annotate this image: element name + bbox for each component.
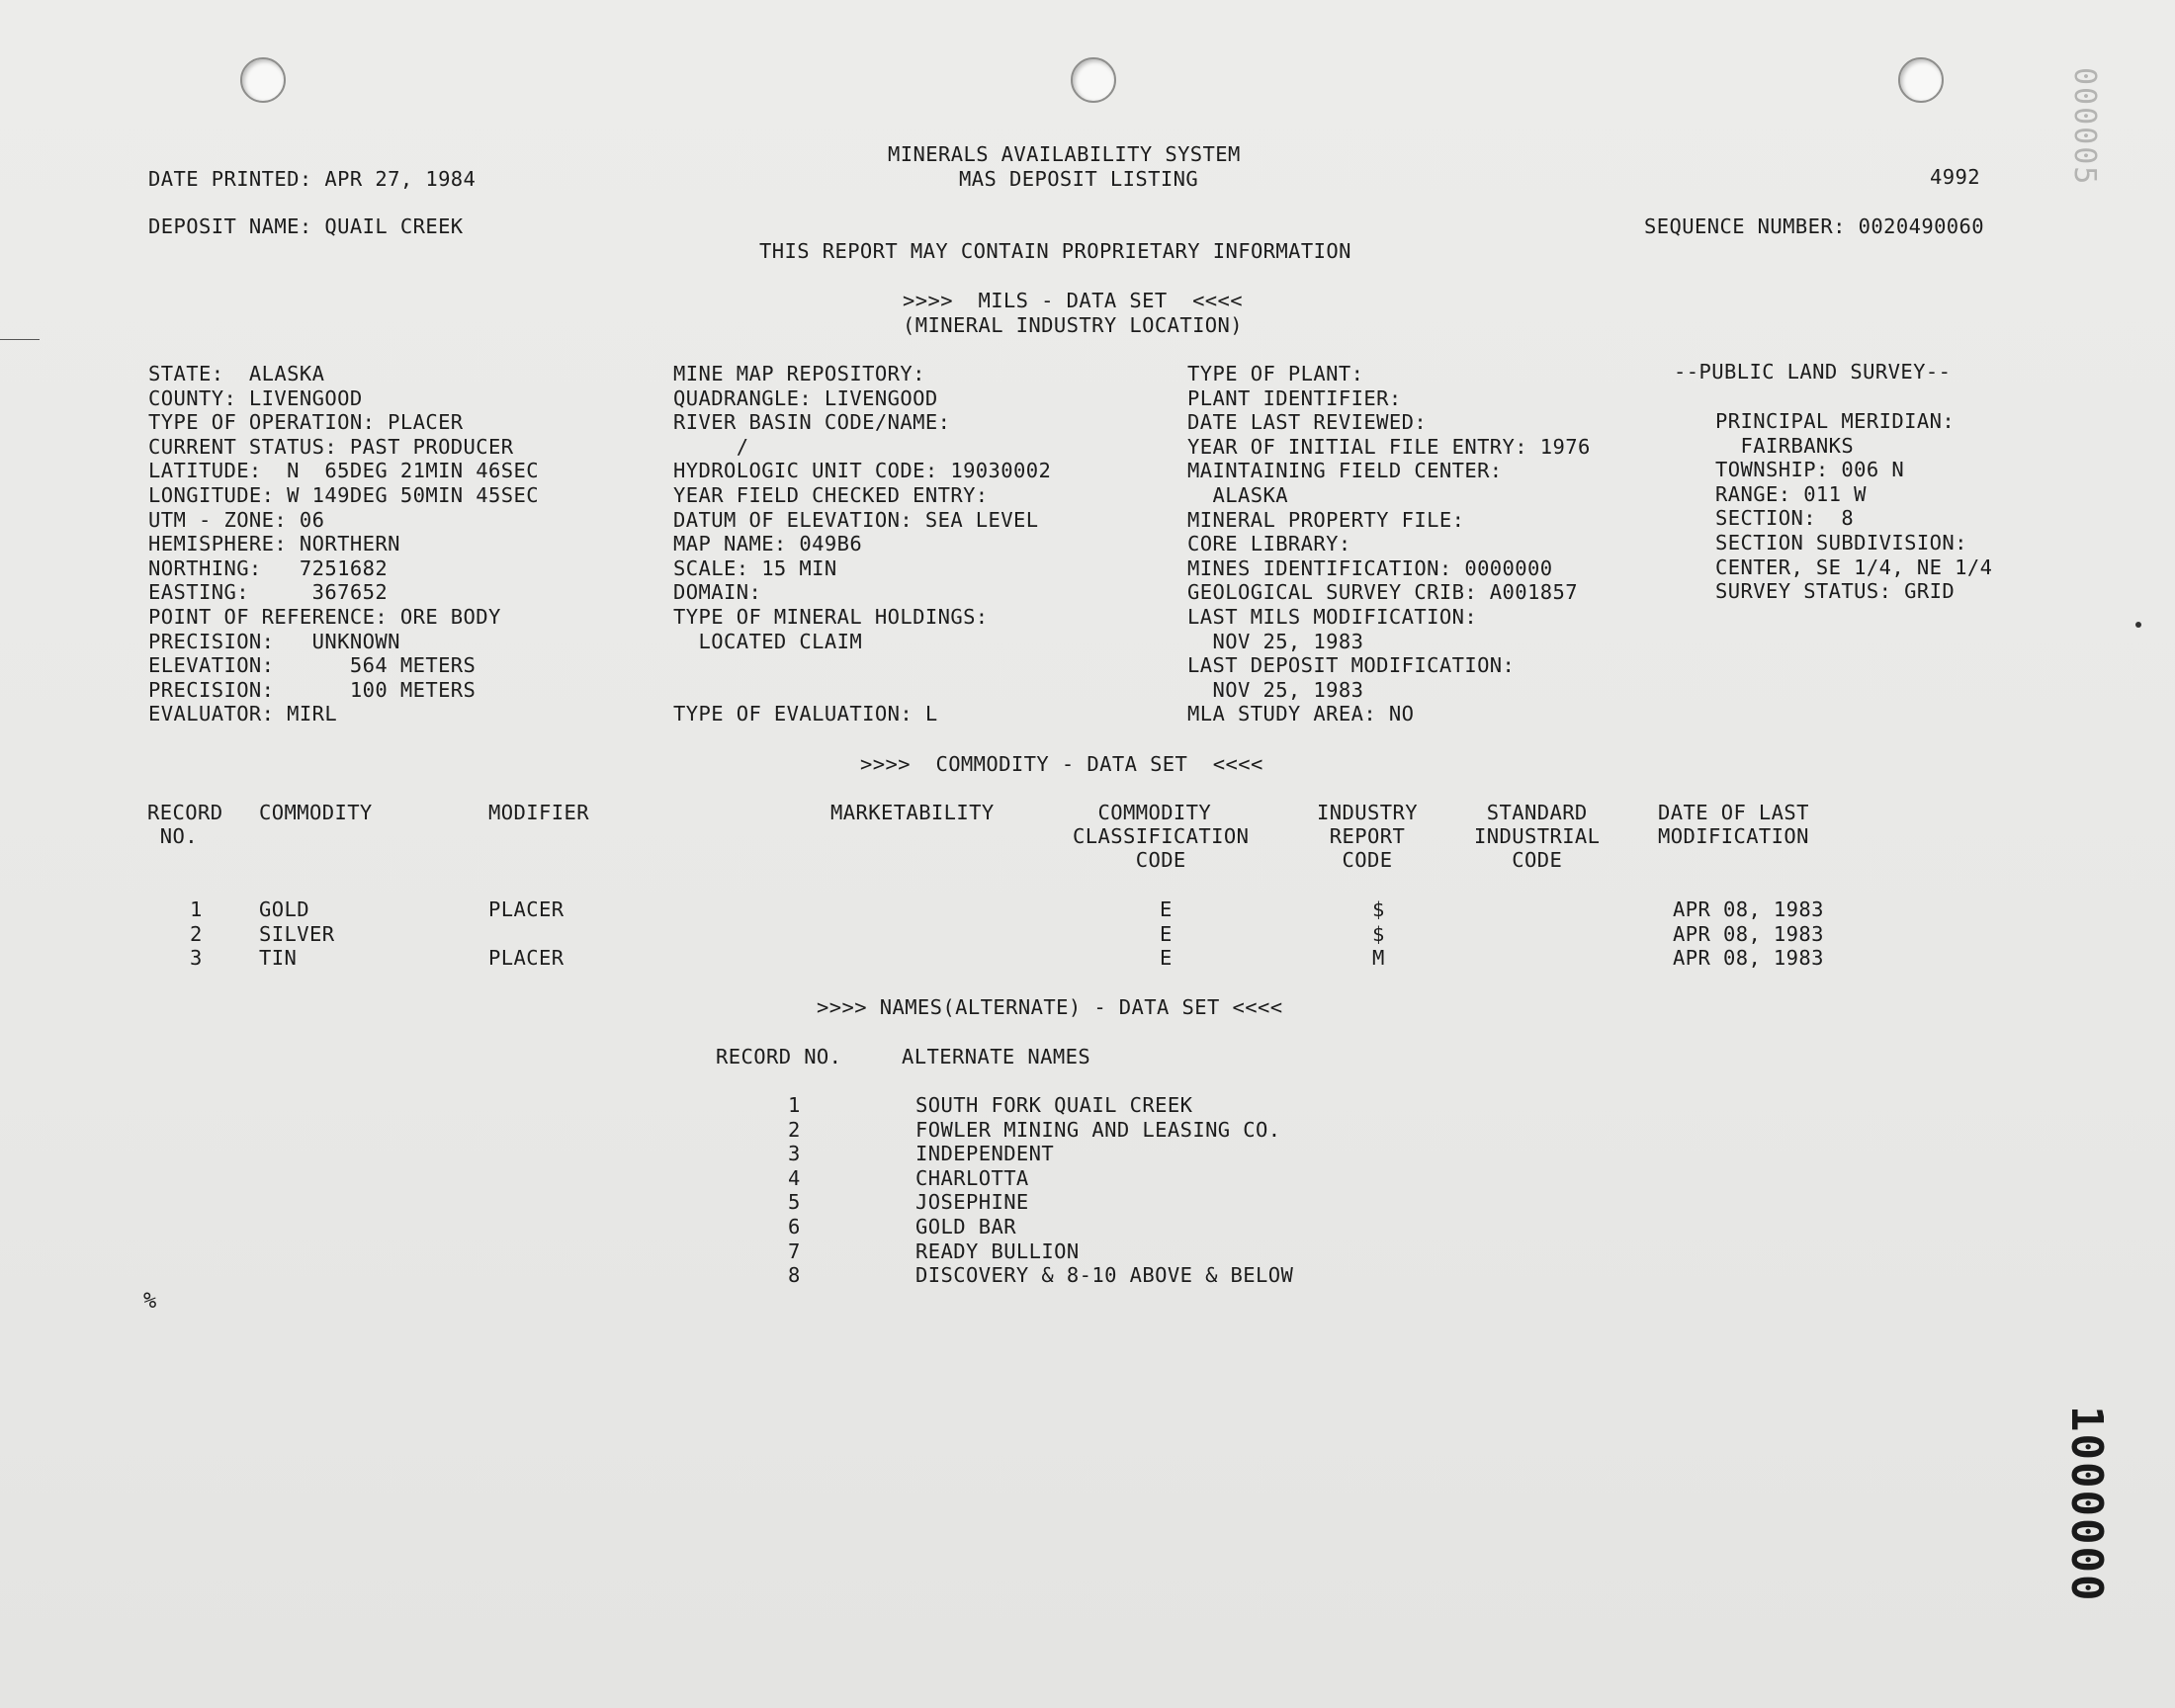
cell-commodity: GOLD bbox=[259, 897, 309, 921]
mils-field: / bbox=[673, 434, 749, 459]
mils-field: ELEVATION: 564 METERS bbox=[148, 653, 477, 678]
cell-industry-code: $ bbox=[1372, 897, 1385, 921]
mils-field: PLANT IDENTIFIER: bbox=[1187, 385, 1402, 410]
col-header-sic: STANDARD INDUSTRIAL CODE bbox=[1474, 801, 1601, 872]
mils-field: PRECISION: UNKNOWN bbox=[148, 629, 400, 653]
mils-field: CENTER, SE 1/4, NE 1/4 bbox=[1715, 555, 1993, 579]
cell-class-code: E bbox=[1160, 921, 1173, 946]
mils-field: MINE MAP REPOSITORY: bbox=[673, 362, 925, 385]
punch-hole-right bbox=[1898, 57, 1944, 103]
mils-field: LAST MILS MODIFICATION: bbox=[1187, 605, 1478, 629]
mils-field: MINERAL PROPERTY FILE: bbox=[1187, 507, 1465, 532]
system-title: MINERALS AVAILABILITY SYSTEM bbox=[888, 142, 1241, 166]
mils-field: RIVER BASIN CODE/NAME: bbox=[673, 410, 951, 435]
col-header-marketability: MARKETABILITY bbox=[830, 801, 995, 824]
alternate-name: DISCOVERY & 8-10 ABOVE & BELOW bbox=[915, 1263, 1294, 1288]
cell-modifier: PLACER bbox=[488, 946, 565, 971]
date-printed: DATE PRINTED: APR 27, 1984 bbox=[148, 167, 477, 191]
alternate-name: GOLD BAR bbox=[915, 1215, 1016, 1238]
mils-field: YEAR OF INITIAL FILE ENTRY: 1976 bbox=[1187, 434, 1591, 459]
mils-field: SECTION SUBDIVISION: bbox=[1715, 531, 1967, 555]
mils-field: LOCATED CLAIM bbox=[673, 629, 863, 653]
edge-mark bbox=[0, 339, 40, 340]
alternate-name: INDEPENDENT bbox=[915, 1142, 1055, 1166]
cell-date: APR 08, 1983 bbox=[1673, 921, 1824, 946]
name-record-no: 6 bbox=[788, 1215, 801, 1238]
cell-date: APR 08, 1983 bbox=[1673, 946, 1824, 971]
alternate-name: FOWLER MINING AND LEASING CO. bbox=[915, 1117, 1281, 1142]
punch-hole-center bbox=[1071, 57, 1116, 103]
alternate-name: JOSEPHINE bbox=[915, 1190, 1029, 1215]
mils-field: UTM - ZONE: 06 bbox=[148, 507, 325, 532]
mils-field: GEOLOGICAL SURVEY CRIB: A001857 bbox=[1187, 580, 1579, 605]
mils-field: HYDROLOGIC UNIT CODE: 19030002 bbox=[673, 459, 1052, 483]
stamp-top-right: 000005 bbox=[2067, 67, 2102, 187]
col-header-last-mod: DATE OF LAST MODIFICATION bbox=[1658, 801, 1809, 848]
mils-field: MAINTAINING FIELD CENTER: bbox=[1187, 459, 1503, 483]
commodity-title: >>>> COMMODITY - DATA SET <<<< bbox=[860, 752, 1263, 776]
col-header-classification: COMMODITY CLASSIFICATION CODE bbox=[1073, 801, 1250, 872]
name-record-no: 4 bbox=[788, 1165, 801, 1190]
cell-industry-code: $ bbox=[1372, 921, 1385, 946]
mils-field: SECTION: 8 bbox=[1715, 506, 1855, 531]
mils-field: TYPE OF PLANT: bbox=[1187, 362, 1364, 385]
name-record-no: 7 bbox=[788, 1238, 801, 1263]
mils-field: CORE LIBRARY: bbox=[1187, 532, 1351, 556]
alternate-name: READY BULLION bbox=[915, 1238, 1080, 1263]
mils-field: CURRENT STATUS: PAST PRODUCER bbox=[148, 434, 514, 459]
mils-field: STATE: ALASKA bbox=[148, 362, 325, 385]
cell-industry-code: M bbox=[1372, 946, 1385, 971]
col-header-industry-report: INDUSTRY REPORT CODE bbox=[1317, 801, 1418, 872]
mils-field: DATUM OF ELEVATION: SEA LEVEL bbox=[673, 507, 1039, 532]
mils-title: >>>> MILS - DATA SET <<<< bbox=[903, 289, 1244, 312]
mils-field: PRECISION: 100 METERS bbox=[148, 677, 477, 702]
col-header-record-no: RECORD NO. bbox=[147, 801, 223, 848]
mils-field: MINES IDENTIFICATION: 0000000 bbox=[1187, 555, 1553, 580]
mils-field: PRINCIPAL MERIDIAN: bbox=[1715, 409, 1956, 433]
mils-field: DATE LAST REVIEWED: bbox=[1187, 410, 1428, 435]
mils-field: QUADRANGLE: LIVENGOOD bbox=[673, 385, 938, 410]
name-record-no: 5 bbox=[788, 1190, 801, 1215]
name-record-no: 8 bbox=[788, 1263, 801, 1288]
cell-commodity: SILVER bbox=[259, 921, 335, 946]
mils-field: TYPE OF MINERAL HOLDINGS: bbox=[673, 605, 989, 629]
proprietary-notice: THIS REPORT MAY CONTAIN PROPRIETARY INFORMATION bbox=[759, 239, 1351, 263]
stamp-bottom-right: 1000000 bbox=[2061, 1406, 2112, 1603]
mils-field: TYPE OF EVALUATION: L bbox=[673, 702, 938, 726]
alternate-name: CHARLOTTA bbox=[915, 1165, 1029, 1190]
mils-field: LONGITUDE: W 149DEG 50MIN 45SEC bbox=[148, 483, 540, 507]
mils-field: LAST DEPOSIT MODIFICATION: bbox=[1187, 653, 1516, 678]
cell-commodity: TIN bbox=[259, 946, 298, 971]
alternate-name: SOUTH FORK QUAIL CREEK bbox=[915, 1093, 1193, 1117]
mils-field: HEMISPHERE: NORTHERN bbox=[148, 532, 400, 556]
mils-field: TOWNSHIP: 006 N bbox=[1715, 458, 1905, 482]
page-number: 4992 bbox=[1930, 165, 1980, 189]
mils-field: RANGE: 011 W bbox=[1715, 481, 1867, 506]
mils-field: MAP NAME: 049B6 bbox=[673, 532, 863, 556]
name-record-no: 2 bbox=[788, 1117, 801, 1142]
footer-mark: % bbox=[143, 1289, 157, 1314]
cell-class-code: E bbox=[1160, 946, 1173, 971]
mils-field: COUNTY: LIVENGOOD bbox=[148, 385, 363, 410]
mils-field: SCALE: 15 MIN bbox=[673, 555, 837, 580]
mils-field: TYPE OF OPERATION: PLACER bbox=[148, 410, 464, 435]
plss-title: --PUBLIC LAND SURVEY-- bbox=[1674, 360, 1952, 384]
mils-field: MLA STUDY AREA: NO bbox=[1187, 702, 1415, 726]
mils-field: EVALUATOR: MIRL bbox=[148, 702, 338, 726]
punch-hole-left bbox=[240, 57, 286, 103]
names-title: >>>> NAMES(ALTERNATE) - DATA SET <<<< bbox=[817, 995, 1283, 1019]
mils-field: YEAR FIELD CHECKED ENTRY: bbox=[673, 483, 989, 507]
deposit-name: DEPOSIT NAME: QUAIL CREEK bbox=[148, 214, 464, 238]
names-header-names: ALTERNATE NAMES bbox=[902, 1045, 1091, 1068]
mils-field: SURVEY STATUS: GRID bbox=[1715, 579, 1956, 604]
cell-date: APR 08, 1983 bbox=[1673, 897, 1824, 921]
mils-field: EASTING: 367652 bbox=[148, 580, 389, 605]
mils-field: NOV 25, 1983 bbox=[1187, 677, 1364, 702]
col-header-modifier: MODIFIER bbox=[488, 801, 589, 824]
cell-record-no: 3 bbox=[190, 946, 203, 971]
mils-field: ALASKA bbox=[1187, 483, 1288, 507]
listing-title: MAS DEPOSIT LISTING bbox=[959, 167, 1199, 191]
cell-record-no: 2 bbox=[190, 921, 203, 946]
mils-field: POINT OF REFERENCE: ORE BODY bbox=[148, 605, 501, 629]
names-header-record: RECORD NO. bbox=[716, 1045, 842, 1068]
cell-class-code: E bbox=[1160, 897, 1173, 921]
mils-subtitle: (MINERAL INDUSTRY LOCATION) bbox=[903, 313, 1244, 337]
name-record-no: 3 bbox=[788, 1142, 801, 1166]
mils-field: FAIRBANKS bbox=[1715, 433, 1855, 458]
cell-modifier: PLACER bbox=[488, 897, 565, 921]
sequence-number: SEQUENCE NUMBER: 0020490060 bbox=[1644, 214, 1985, 238]
cell-record-no: 1 bbox=[190, 897, 203, 921]
mils-field: DOMAIN: bbox=[673, 580, 762, 605]
name-record-no: 1 bbox=[788, 1093, 801, 1117]
mils-field: NOV 25, 1983 bbox=[1187, 629, 1364, 653]
col-header-commodity: COMMODITY bbox=[259, 801, 373, 824]
mils-field: LATITUDE: N 65DEG 21MIN 46SEC bbox=[148, 459, 540, 483]
margin-dot bbox=[2135, 622, 2141, 628]
mils-field: NORTHING: 7251682 bbox=[148, 555, 389, 580]
